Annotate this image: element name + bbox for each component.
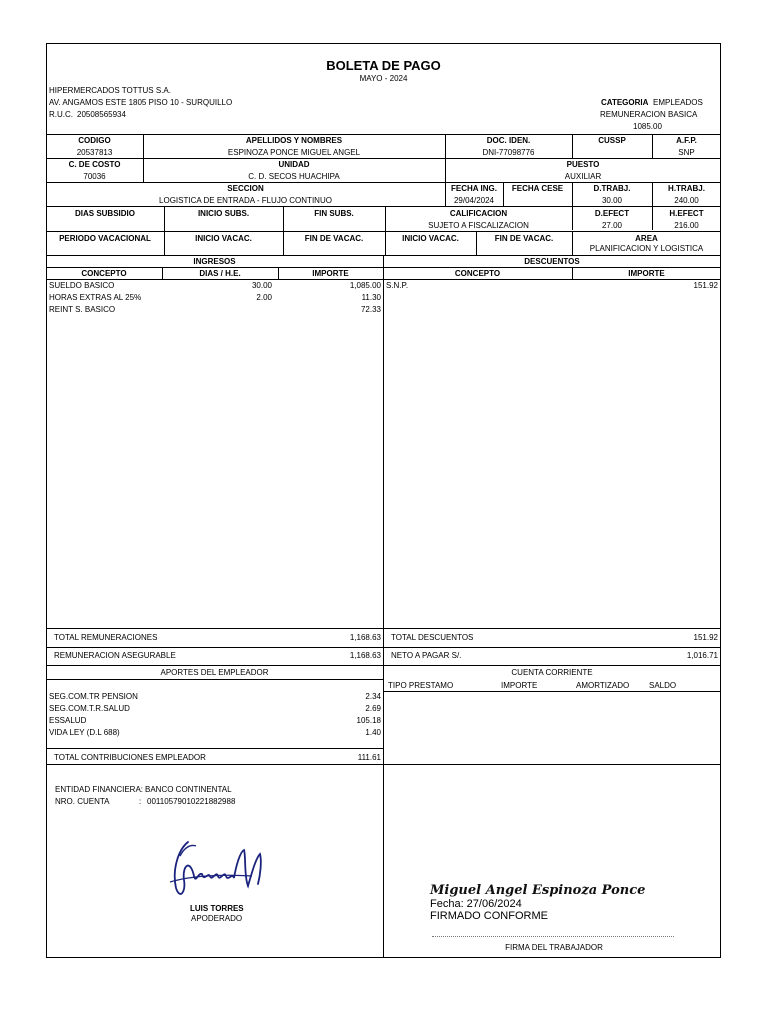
afp-value: SNP: [678, 148, 695, 157]
bank-entity-label: ENTIDAD FINANCIERA:: [55, 785, 144, 794]
cuenta-amortizado-header: AMORTIZADO: [576, 681, 630, 690]
ingresos-title: INGRESOS: [193, 257, 236, 266]
pay-period: MAYO - 2024: [359, 74, 408, 83]
list-item-dias: 2.00: [256, 293, 272, 302]
employer-role: APODERADO: [191, 914, 243, 923]
signature-date: Fecha: 27/06/2024: [430, 898, 522, 910]
ruc-label: R.U.C.: [49, 110, 73, 119]
total-contribuciones-label: TOTAL CONTRIBUCIONES EMPLEADOR: [54, 753, 206, 762]
aporte-item: SEG.COM.TR PENSION: [49, 692, 138, 701]
htrabj-header: H.TRABJ.: [668, 184, 705, 193]
ingresos-importe-header: IMPORTE: [312, 269, 349, 278]
list-item-importe: 151.92: [693, 281, 718, 290]
list-item: REINT S. BASICO: [49, 305, 116, 314]
firmado-conforme: FIRMADO CONFORME: [430, 910, 548, 922]
dtrabj-header: D.TRABJ.: [593, 184, 631, 193]
area-header: AREA: [635, 234, 658, 243]
neto-a-pagar-value: 1,016.71: [686, 651, 718, 660]
employer-signature-image: [160, 836, 280, 908]
cussp-header: CUSSP: [598, 136, 626, 145]
bank-entity-value: BANCO CONTINENTAL: [145, 785, 232, 794]
list-item-dias: 30.00: [251, 281, 272, 290]
basic-pay-label: REMUNERACION BASICA: [600, 110, 698, 119]
total-descuentos-label: TOTAL DESCUENTOS: [391, 633, 474, 642]
nombres-header: APELLIDOS Y NOMBRES: [245, 136, 343, 145]
aporte-item: VIDA LEY (D.L 688): [49, 728, 120, 737]
descuentos-importe-header: IMPORTE: [628, 269, 665, 278]
unidad-value: C. D. SECOS HUACHIPA: [248, 172, 340, 181]
periodo-vac-header: PERIODO VACACIONAL: [59, 234, 151, 243]
total-remuneraciones-label: TOTAL REMUNERACIONES: [54, 633, 158, 642]
fin-vac-header: FIN DE VACAC.: [304, 234, 364, 243]
doc-value: DNI-77098776: [482, 148, 535, 157]
cuenta-title: CUENTA CORRIENTE: [511, 668, 593, 677]
costo-value: 70036: [83, 172, 106, 181]
list-item-importe: 1,085.00: [349, 281, 381, 290]
cuenta-tipo-header: TIPO PRESTAMO: [388, 681, 454, 690]
fecha-cese-header: FECHA CESE: [511, 184, 564, 193]
document-title: BOLETA DE PAGO: [326, 58, 441, 73]
doc-header: DOC. IDEN.: [486, 136, 531, 145]
aporte-item: SEG.COM.T.R.SALUD: [49, 704, 130, 713]
descuentos-concepto-header: CONCEPTO: [454, 269, 501, 278]
codigo-value: 20537813: [76, 148, 113, 157]
defect-header: D.EFECT: [594, 209, 630, 218]
puesto-value: AUXILIAR: [564, 172, 602, 181]
ingresos-dias-header: DIAS / H.E.: [199, 269, 241, 278]
fin-vac2-header: FIN DE VACAC.: [494, 234, 554, 243]
unidad-header: UNIDAD: [278, 160, 310, 169]
aporte-item-value: 2.34: [365, 692, 381, 701]
employer-name: LUIS TORRES: [190, 904, 244, 913]
aportes-title: APORTES DEL EMPLEADOR: [160, 668, 269, 677]
aporte-item-value: 2.69: [365, 704, 381, 713]
total-remuneraciones-value: 1,168.63: [349, 633, 381, 642]
calificacion-header: CALIFICACION: [449, 209, 508, 218]
seccion-value: LOGISTICA DE ENTRADA - FLUJO CONTINUO: [159, 196, 332, 205]
category-label: CATEGORIA: [601, 98, 649, 107]
total-contribuciones-value: 111.61: [357, 753, 381, 762]
ingresos-concepto-header: CONCEPTO: [81, 269, 127, 278]
puesto-header: PUESTO: [566, 160, 600, 169]
htrabj-value: 240.00: [674, 196, 699, 205]
inicio-subs-header: INICIO SUBS.: [197, 209, 250, 218]
category-value: EMPLEADOS: [653, 98, 703, 107]
codigo-header: CODIGO: [78, 136, 111, 145]
company-name: HIPERMERCADOS TOTTUS S.A.: [49, 86, 171, 95]
bank-account-value: 00110579010221882988: [147, 797, 236, 806]
aporte-item-value: 1.40: [365, 728, 381, 737]
total-descuentos-value: 151.92: [693, 633, 718, 642]
area-value: PLANIFICACION Y LOGISTICA: [589, 244, 704, 253]
bank-account-label: NRO. CUENTA: [55, 797, 110, 806]
seccion-header: SECCION: [227, 184, 264, 193]
hefect-header: H.EFECT: [669, 209, 704, 218]
list-item: S.N.P.: [386, 281, 409, 290]
afp-header: A.F.P.: [676, 136, 697, 145]
worker-signature-label: FIRMA DEL TRABAJADOR: [505, 943, 603, 952]
costo-header: C. DE COSTO: [68, 160, 121, 169]
company-address: AV. ANGAMOS ESTE 1805 PISO 10 - SURQUILLO: [49, 98, 233, 107]
fecha-ing-header: FECHA ING.: [451, 184, 497, 193]
cuenta-importe-header: IMPORTE: [501, 681, 538, 690]
list-item: HORAS EXTRAS AL 25%: [49, 293, 142, 302]
fin-subs-header: FIN SUBS.: [314, 209, 354, 218]
bank-account-separator: :: [139, 797, 142, 806]
fecha-ing-value: 29/04/2024: [453, 196, 495, 205]
list-item-importe: 11.30: [361, 293, 381, 302]
list-item: SUELDO BASICO: [49, 281, 115, 290]
signature-line: [432, 936, 674, 937]
remuneracion-asegurable-value: 1,168.63: [349, 651, 381, 660]
aporte-item: ESSALUD: [49, 716, 87, 725]
inicio-vac-header: INICIO VACAC.: [195, 234, 252, 243]
cuenta-saldo-header: SALDO: [649, 681, 677, 690]
nombres-value: ESPINOZA PONCE MIGUEL ANGEL: [227, 148, 361, 157]
remuneracion-asegurable-label: REMUNERACION ASEGURABLE: [54, 651, 176, 660]
descuentos-title: DESCUENTOS: [524, 257, 580, 266]
aporte-item-value: 105.18: [356, 716, 381, 725]
ruc-value: 20508565934: [77, 110, 126, 119]
neto-a-pagar-label: NETO A PAGAR S/.: [391, 651, 462, 660]
dias-subsidio-header: DIAS SUBSIDIO: [74, 209, 135, 218]
dtrabj-value: 30.00: [601, 196, 623, 205]
hefect-value: 216.00: [674, 221, 699, 230]
list-item-importe: 72.33: [360, 305, 381, 314]
calificacion-value: SUJETO A FISCALIZACION: [428, 221, 529, 230]
worker-signature: Miguel Angel Espinoza Ponce: [430, 883, 646, 898]
basic-pay-value: 1085.00: [633, 122, 662, 131]
defect-value: 27.00: [601, 221, 623, 230]
inicio-vac2-header: INICIO VACAC.: [402, 234, 459, 243]
